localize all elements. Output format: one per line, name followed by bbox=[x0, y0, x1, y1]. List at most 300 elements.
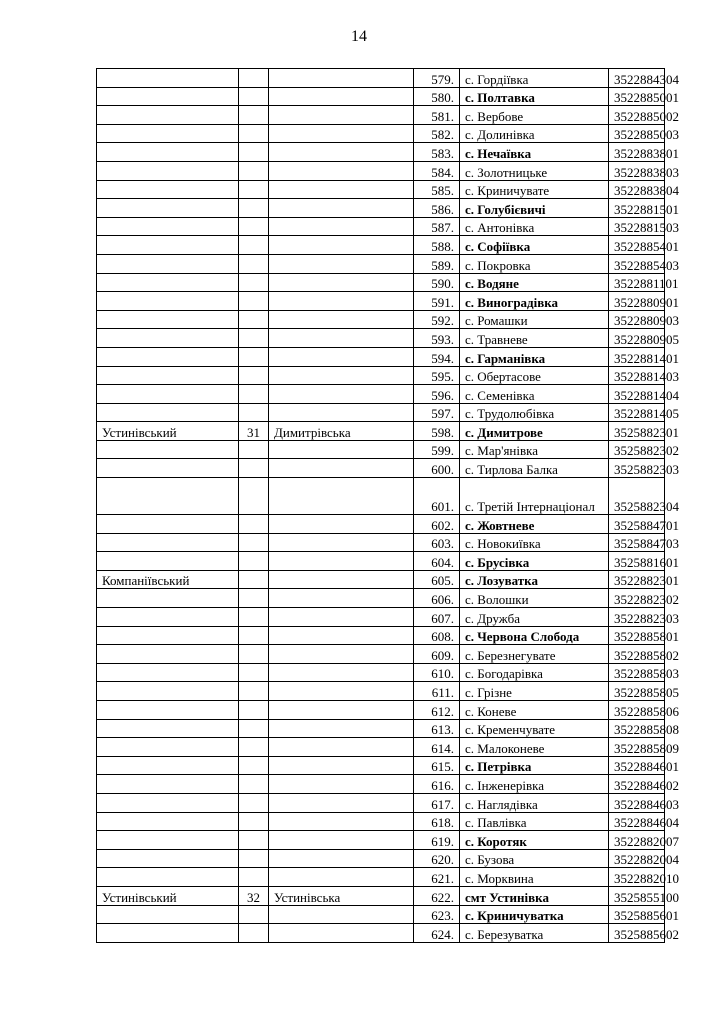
settlement-name-cell: с. Новокиївка bbox=[460, 533, 609, 552]
row-index-cell: 587. bbox=[414, 217, 460, 236]
table-row bbox=[97, 849, 665, 868]
row-index-cell: 624. bbox=[414, 924, 460, 943]
community-cell bbox=[269, 310, 414, 329]
district-cell bbox=[97, 589, 239, 608]
settlement-name-cell: с. Софіївка bbox=[460, 236, 609, 255]
community-cell bbox=[269, 273, 414, 292]
koatuu-code-cell: 3522882007 bbox=[609, 831, 665, 850]
community-number-cell bbox=[239, 440, 269, 459]
settlement-name-cell: с. Павлівка bbox=[460, 812, 609, 831]
district-cell bbox=[97, 775, 239, 794]
district-cell bbox=[97, 793, 239, 812]
community-number-cell bbox=[239, 106, 269, 125]
koatuu-code-cell: 3522881404 bbox=[609, 385, 665, 404]
community-cell bbox=[269, 589, 414, 608]
district-cell bbox=[97, 87, 239, 106]
table-row bbox=[97, 236, 665, 255]
community-cell bbox=[269, 533, 414, 552]
row-index-cell: 605. bbox=[414, 570, 460, 589]
community-cell: Устинівська bbox=[269, 886, 414, 905]
table-row bbox=[97, 533, 665, 552]
settlement-name-cell: с. Обертасове bbox=[460, 366, 609, 385]
table-row bbox=[97, 905, 665, 924]
community-cell bbox=[269, 552, 414, 571]
settlement-name-cell: с. Димитрове bbox=[460, 422, 609, 441]
koatuu-code-cell: 3522880905 bbox=[609, 329, 665, 348]
settlement-name-cell: с. Виноградівка bbox=[460, 292, 609, 311]
community-number-cell bbox=[239, 775, 269, 794]
row-index-cell: 615. bbox=[414, 756, 460, 775]
koatuu-code-cell: 3522882010 bbox=[609, 868, 665, 887]
koatuu-code-cell: 3522882301 bbox=[609, 570, 665, 589]
koatuu-code-cell: 3522885805 bbox=[609, 682, 665, 701]
district-cell bbox=[97, 608, 239, 627]
community-cell bbox=[269, 626, 414, 645]
community-cell bbox=[269, 608, 414, 627]
table-row bbox=[97, 775, 665, 794]
community-cell bbox=[269, 793, 414, 812]
community-cell bbox=[269, 292, 414, 311]
community-cell bbox=[269, 812, 414, 831]
community-cell bbox=[269, 69, 414, 88]
community-cell bbox=[269, 403, 414, 422]
district-cell bbox=[97, 645, 239, 664]
table-row bbox=[97, 738, 665, 757]
koatuu-code-cell: 3522885403 bbox=[609, 254, 665, 273]
community-cell bbox=[269, 905, 414, 924]
koatuu-code-cell: 3522884601 bbox=[609, 756, 665, 775]
table-row bbox=[97, 552, 665, 571]
community-cell: Димитрівська bbox=[269, 422, 414, 441]
koatuu-code-cell: 3525855100 bbox=[609, 886, 665, 905]
community-number-cell bbox=[239, 459, 269, 478]
settlement-name-cell: с. Інженерівка bbox=[460, 775, 609, 794]
table-row bbox=[97, 422, 665, 441]
community-number-cell bbox=[239, 124, 269, 143]
community-number-cell: 32 bbox=[239, 886, 269, 905]
row-index-cell: 579. bbox=[414, 69, 460, 88]
table-row bbox=[97, 292, 665, 311]
community-number-cell bbox=[239, 347, 269, 366]
settlement-name-cell: с. Покровка bbox=[460, 254, 609, 273]
community-cell bbox=[269, 924, 414, 943]
community-number-cell bbox=[239, 589, 269, 608]
settlement-name-cell: с. Дружба bbox=[460, 608, 609, 627]
district-cell bbox=[97, 69, 239, 88]
district-cell: Компаніївський bbox=[97, 570, 239, 589]
row-index-cell: 612. bbox=[414, 701, 460, 720]
table-row bbox=[97, 440, 665, 459]
community-cell bbox=[269, 738, 414, 757]
table-row bbox=[97, 180, 665, 199]
district-cell bbox=[97, 478, 239, 515]
row-index-cell: 582. bbox=[414, 124, 460, 143]
community-number-cell bbox=[239, 69, 269, 88]
community-number-cell bbox=[239, 478, 269, 515]
table-row bbox=[97, 273, 665, 292]
row-index-cell: 619. bbox=[414, 831, 460, 850]
community-cell bbox=[269, 701, 414, 720]
district-cell bbox=[97, 161, 239, 180]
row-index-cell: 608. bbox=[414, 626, 460, 645]
table-row bbox=[97, 793, 665, 812]
district-cell bbox=[97, 403, 239, 422]
row-index-cell: 599. bbox=[414, 440, 460, 459]
community-number-cell bbox=[239, 645, 269, 664]
table-row bbox=[97, 254, 665, 273]
row-index-cell: 613. bbox=[414, 719, 460, 738]
district-cell bbox=[97, 106, 239, 125]
community-number-cell bbox=[239, 292, 269, 311]
page-number: 14 bbox=[351, 28, 367, 45]
koatuu-code-cell: 3522882004 bbox=[609, 849, 665, 868]
row-index-cell: 589. bbox=[414, 254, 460, 273]
koatuu-code-cell: 3522885802 bbox=[609, 645, 665, 664]
table-row bbox=[97, 143, 665, 162]
community-cell bbox=[269, 217, 414, 236]
settlement-name-cell: с. Бузова bbox=[460, 849, 609, 868]
koatuu-code-cell: 3522880903 bbox=[609, 310, 665, 329]
settlement-name-cell: с. Наглядівка bbox=[460, 793, 609, 812]
community-cell bbox=[269, 645, 414, 664]
settlement-name-cell: смт Устинівка bbox=[460, 886, 609, 905]
row-index-cell: 595. bbox=[414, 366, 460, 385]
settlement-name-cell: с. Ромашки bbox=[460, 310, 609, 329]
community-cell bbox=[269, 663, 414, 682]
community-cell bbox=[269, 385, 414, 404]
community-number-cell bbox=[239, 236, 269, 255]
koatuu-code-cell: 3525882304 bbox=[609, 478, 665, 515]
community-number-cell bbox=[239, 831, 269, 850]
community-number-cell bbox=[239, 366, 269, 385]
community-number-cell bbox=[239, 87, 269, 106]
district-cell bbox=[97, 459, 239, 478]
table-row bbox=[97, 403, 665, 422]
table-row bbox=[97, 161, 665, 180]
community-cell bbox=[269, 236, 414, 255]
row-index-cell: 584. bbox=[414, 161, 460, 180]
row-index-cell: 620. bbox=[414, 849, 460, 868]
settlement-name-cell: с. Криничувате bbox=[460, 180, 609, 199]
district-cell bbox=[97, 701, 239, 720]
settlement-name-cell: с. Морквина bbox=[460, 868, 609, 887]
settlement-name-cell: с. Петрівка bbox=[460, 756, 609, 775]
table-row bbox=[97, 924, 665, 943]
row-index-cell: 617. bbox=[414, 793, 460, 812]
koatuu-code-cell: 3522881401 bbox=[609, 347, 665, 366]
settlement-name-cell: с. Брусівка bbox=[460, 552, 609, 571]
district-cell bbox=[97, 682, 239, 701]
row-index-cell: 593. bbox=[414, 329, 460, 348]
district-cell bbox=[97, 440, 239, 459]
district-cell bbox=[97, 180, 239, 199]
settlement-name-cell: с. Трудолюбівка bbox=[460, 403, 609, 422]
table-row bbox=[97, 812, 665, 831]
district-cell bbox=[97, 254, 239, 273]
table-row bbox=[97, 459, 665, 478]
community-number-cell bbox=[239, 385, 269, 404]
row-index-cell: 601. bbox=[414, 478, 460, 515]
community-number-cell bbox=[239, 217, 269, 236]
community-number-cell bbox=[239, 515, 269, 534]
settlement-name-cell: с. Гордіївка bbox=[460, 69, 609, 88]
table-row bbox=[97, 106, 665, 125]
community-cell bbox=[269, 106, 414, 125]
community-number-cell bbox=[239, 254, 269, 273]
row-index-cell: 623. bbox=[414, 905, 460, 924]
community-number-cell bbox=[239, 701, 269, 720]
community-number-cell bbox=[239, 552, 269, 571]
row-index-cell: 597. bbox=[414, 403, 460, 422]
district-cell bbox=[97, 292, 239, 311]
row-index-cell: 614. bbox=[414, 738, 460, 757]
koatuu-code-cell: 3522885809 bbox=[609, 738, 665, 757]
district-cell bbox=[97, 236, 239, 255]
koatuu-code-cell: 3525882303 bbox=[609, 459, 665, 478]
community-number-cell bbox=[239, 180, 269, 199]
community-cell bbox=[269, 161, 414, 180]
settlements-table-body bbox=[97, 69, 679, 943]
row-index-cell: 600. bbox=[414, 459, 460, 478]
settlement-name-cell: с. Березуватка bbox=[460, 924, 609, 943]
settlement-name-cell: с. Лозуватка bbox=[460, 570, 609, 589]
settlement-name-cell: с. Золотницьке bbox=[460, 161, 609, 180]
district-cell bbox=[97, 347, 239, 366]
table-row bbox=[97, 385, 665, 404]
district-cell bbox=[97, 849, 239, 868]
district-cell bbox=[97, 124, 239, 143]
table-row bbox=[97, 701, 665, 720]
district-cell bbox=[97, 310, 239, 329]
district-cell bbox=[97, 366, 239, 385]
koatuu-code-cell: 3522884602 bbox=[609, 775, 665, 794]
row-index-cell: 621. bbox=[414, 868, 460, 887]
community-cell bbox=[269, 849, 414, 868]
table-row bbox=[97, 69, 665, 88]
community-number-cell bbox=[239, 812, 269, 831]
table-row bbox=[97, 515, 665, 534]
table-row bbox=[97, 310, 665, 329]
community-number-cell bbox=[239, 403, 269, 422]
koatuu-code-cell: 3522885002 bbox=[609, 106, 665, 125]
community-cell bbox=[269, 347, 414, 366]
district-cell bbox=[97, 626, 239, 645]
koatuu-code-cell: 3525885601 bbox=[609, 905, 665, 924]
community-cell bbox=[269, 87, 414, 106]
community-number-cell bbox=[239, 161, 269, 180]
district-cell bbox=[97, 868, 239, 887]
community-number-cell bbox=[239, 756, 269, 775]
koatuu-code-cell: 3522883803 bbox=[609, 161, 665, 180]
table-row bbox=[97, 868, 665, 887]
community-number-cell bbox=[239, 793, 269, 812]
community-cell bbox=[269, 719, 414, 738]
community-cell bbox=[269, 775, 414, 794]
table-row bbox=[97, 645, 665, 664]
settlement-name-cell: с. Коневе bbox=[460, 701, 609, 720]
koatuu-code-cell: 3525884701 bbox=[609, 515, 665, 534]
district-cell bbox=[97, 738, 239, 757]
koatuu-code-cell: 3522881501 bbox=[609, 199, 665, 218]
row-index-cell: 586. bbox=[414, 199, 460, 218]
community-cell bbox=[269, 868, 414, 887]
table-row bbox=[97, 124, 665, 143]
district-cell bbox=[97, 515, 239, 534]
settlement-name-cell: с. Полтавка bbox=[460, 87, 609, 106]
koatuu-code-cell: 3522885803 bbox=[609, 663, 665, 682]
table-row bbox=[97, 589, 665, 608]
district-cell bbox=[97, 329, 239, 348]
koatuu-code-cell: 3525885602 bbox=[609, 924, 665, 943]
community-number-cell bbox=[239, 868, 269, 887]
table-row bbox=[97, 366, 665, 385]
community-cell bbox=[269, 831, 414, 850]
koatuu-code-cell: 3522884603 bbox=[609, 793, 665, 812]
row-index-cell: 602. bbox=[414, 515, 460, 534]
district-cell bbox=[97, 385, 239, 404]
settlements-table bbox=[96, 68, 679, 943]
koatuu-code-cell: 3522885801 bbox=[609, 626, 665, 645]
koatuu-code-cell: 3525882302 bbox=[609, 440, 665, 459]
settlement-name-cell: с. Третій Інтернаціонал bbox=[460, 478, 609, 515]
community-number-cell bbox=[239, 608, 269, 627]
table-row bbox=[97, 347, 665, 366]
community-number-cell bbox=[239, 570, 269, 589]
community-number-cell bbox=[239, 663, 269, 682]
row-index-cell: 583. bbox=[414, 143, 460, 162]
community-number-cell bbox=[239, 626, 269, 645]
community-number-cell bbox=[239, 329, 269, 348]
row-index-cell: 603. bbox=[414, 533, 460, 552]
settlement-name-cell: с. Голубієвичі bbox=[460, 199, 609, 218]
table-row bbox=[97, 570, 665, 589]
koatuu-code-cell: 3522884304 bbox=[609, 69, 665, 88]
community-cell bbox=[269, 756, 414, 775]
table-row bbox=[97, 478, 665, 515]
row-index-cell: 622. bbox=[414, 886, 460, 905]
district-cell bbox=[97, 905, 239, 924]
koatuu-code-cell: 3522881405 bbox=[609, 403, 665, 422]
koatuu-code-cell: 3525881601 bbox=[609, 552, 665, 571]
koatuu-code-cell: 3522885401 bbox=[609, 236, 665, 255]
community-cell bbox=[269, 459, 414, 478]
community-cell bbox=[269, 570, 414, 589]
settlement-name-cell: с. Антонівка bbox=[460, 217, 609, 236]
row-index-cell: 616. bbox=[414, 775, 460, 794]
row-index-cell: 596. bbox=[414, 385, 460, 404]
settlement-name-cell: с. Мар'янівка bbox=[460, 440, 609, 459]
district-cell bbox=[97, 217, 239, 236]
district-cell bbox=[97, 831, 239, 850]
community-number-cell bbox=[239, 273, 269, 292]
settlement-name-cell: с. Грізне bbox=[460, 682, 609, 701]
settlement-name-cell: с. Семенівка bbox=[460, 385, 609, 404]
settlement-name-cell: с. Малоконеве bbox=[460, 738, 609, 757]
settlement-name-cell: с. Водяне bbox=[460, 273, 609, 292]
row-index-cell: 581. bbox=[414, 106, 460, 125]
district-cell bbox=[97, 533, 239, 552]
community-cell bbox=[269, 143, 414, 162]
table-row bbox=[97, 831, 665, 850]
community-number-cell bbox=[239, 719, 269, 738]
district-cell bbox=[97, 143, 239, 162]
district-cell bbox=[97, 663, 239, 682]
table-row bbox=[97, 329, 665, 348]
koatuu-code-cell: 3522885806 bbox=[609, 701, 665, 720]
koatuu-code-cell: 3522880901 bbox=[609, 292, 665, 311]
settlement-name-cell: с. Кременчувате bbox=[460, 719, 609, 738]
settlement-name-cell: с. Червона Слобода bbox=[460, 626, 609, 645]
community-cell bbox=[269, 329, 414, 348]
district-cell bbox=[97, 719, 239, 738]
community-number-cell bbox=[239, 143, 269, 162]
district-cell: Устинівський bbox=[97, 422, 239, 441]
community-cell bbox=[269, 515, 414, 534]
row-index-cell: 598. bbox=[414, 422, 460, 441]
row-index-cell: 580. bbox=[414, 87, 460, 106]
table-row bbox=[97, 217, 665, 236]
row-index-cell: 606. bbox=[414, 589, 460, 608]
koatuu-code-cell: 3522884604 bbox=[609, 812, 665, 831]
row-index-cell: 588. bbox=[414, 236, 460, 255]
koatuu-code-cell: 3522882303 bbox=[609, 608, 665, 627]
settlement-name-cell: с. Криничуватка bbox=[460, 905, 609, 924]
community-number-cell bbox=[239, 199, 269, 218]
koatuu-code-cell: 3522881403 bbox=[609, 366, 665, 385]
community-number-cell bbox=[239, 738, 269, 757]
district-cell: Устинівський bbox=[97, 886, 239, 905]
row-index-cell: 607. bbox=[414, 608, 460, 627]
settlement-name-cell: с. Березнегувате bbox=[460, 645, 609, 664]
table-row bbox=[97, 719, 665, 738]
table-row bbox=[97, 87, 665, 106]
row-index-cell: 592. bbox=[414, 310, 460, 329]
district-cell bbox=[97, 273, 239, 292]
row-index-cell: 590. bbox=[414, 273, 460, 292]
community-cell bbox=[269, 366, 414, 385]
row-index-cell: 604. bbox=[414, 552, 460, 571]
table-row bbox=[97, 663, 665, 682]
district-cell bbox=[97, 756, 239, 775]
koatuu-code-cell: 3525884703 bbox=[609, 533, 665, 552]
table-row bbox=[97, 608, 665, 627]
settlement-name-cell: с. Жовтневе bbox=[460, 515, 609, 534]
community-cell bbox=[269, 180, 414, 199]
koatuu-code-cell: 3522885808 bbox=[609, 719, 665, 738]
community-number-cell bbox=[239, 533, 269, 552]
community-number-cell bbox=[239, 310, 269, 329]
koatuu-code-cell: 3522883804 bbox=[609, 180, 665, 199]
table-row bbox=[97, 756, 665, 775]
table-row bbox=[97, 199, 665, 218]
community-cell bbox=[269, 440, 414, 459]
settlement-name-cell: с. Травневе bbox=[460, 329, 609, 348]
community-cell bbox=[269, 254, 414, 273]
settlement-name-cell: с. Коротяк bbox=[460, 831, 609, 850]
row-index-cell: 585. bbox=[414, 180, 460, 199]
row-index-cell: 611. bbox=[414, 682, 460, 701]
district-cell bbox=[97, 552, 239, 571]
settlement-name-cell: с. Нечаївка bbox=[460, 143, 609, 162]
row-index-cell: 609. bbox=[414, 645, 460, 664]
row-index-cell: 594. bbox=[414, 347, 460, 366]
settlement-name-cell: с. Волошки bbox=[460, 589, 609, 608]
koatuu-code-cell: 3522883801 bbox=[609, 143, 665, 162]
community-cell bbox=[269, 682, 414, 701]
table-row bbox=[97, 626, 665, 645]
community-number-cell bbox=[239, 682, 269, 701]
community-number-cell bbox=[239, 905, 269, 924]
